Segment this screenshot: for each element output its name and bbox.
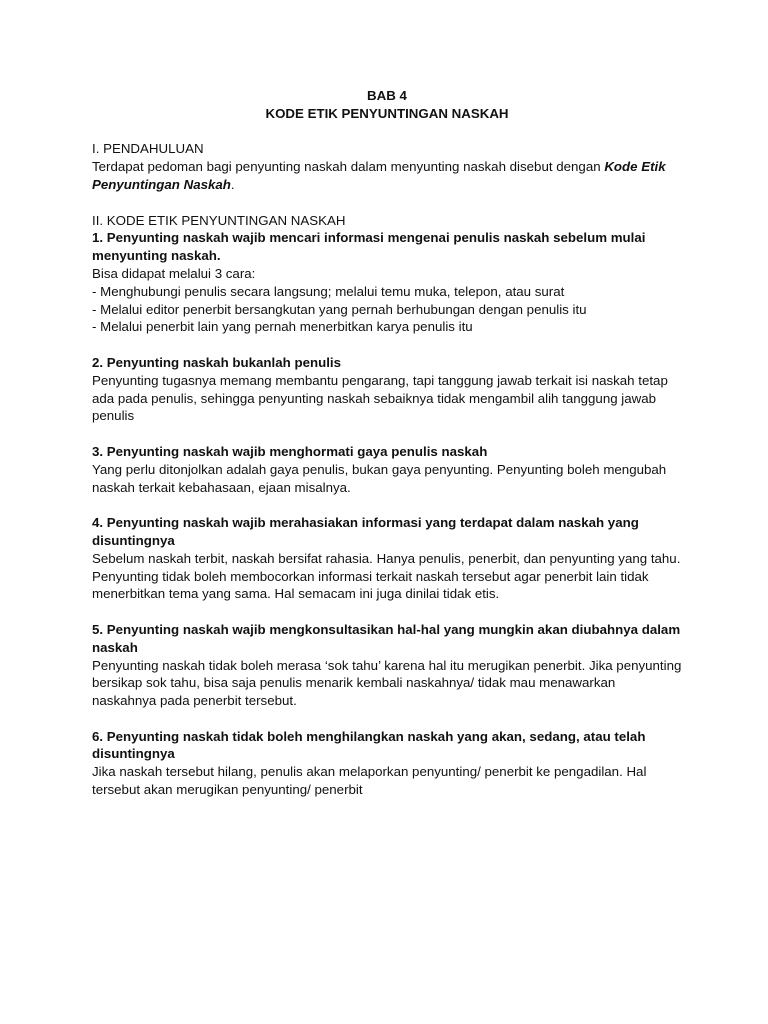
introduction-paragraph: Terdapat pedoman bagi penyunting naskah dalam menyunting naskah disebut dengan Kode Etik Penyuntingan Naskah. [92,159,666,192]
section-heading-code: II. KODE ETIK PENYUNTINGAN NASKAH [92,212,346,228]
item-line: Yang perlu ditonjolkan adalah gaya penulis, bukan gaya penyunting. Penyunting boleh mengubah naskah terkait kebahasaan, ejaan misalnya. [92,461,667,495]
emphasis-term: Kode Etik Penyuntingan Naskah [92,159,666,192]
item-title: 5. Penyunting naskah wajib mengkonsultasikan hal-hal yang mungkin akan diubahnya dalam naskah [92,621,681,655]
item-line: Penyunting naskah tidak boleh merasa ‘sok tahu’ karena hal itu merugikan penerbit. Jika penyunting bersikap sok tahu, bisa saja penulis menarik kembali naskahnya/ tidak mau menawarkan naskahnya pada penerbit tersebut. [92,657,682,709]
section-heading-introduction: I. PENDAHULUAN [92,141,204,157]
item-title: 3. Penyunting naskah wajib menghormati gaya penulis naskah [92,443,488,459]
item-title: 2. Penyunting naskah bukanlah penulis [92,354,341,370]
document-body [92,87,682,799]
item-line: Bisa didapat melalui 3 cara: [92,265,256,281]
item-line: Sebelum naskah terbit, naskah bersifat rahasia. Hanya penulis, penerbit, dan penyunting yang tahu. Penyunting tidak boleh membocorkan informasi terkait naskah tersebut agar penerbit lain tidak menerbitkan tema yang sama. Hal semacam ini juga dinilai tidak etis. [92,550,681,602]
item-line: - Melalui penerbit lain yang pernah menerbitkan karya penulis itu [92,319,473,335]
item-line: Penyunting tugasnya memang membantu pengarang, tapi tanggung jawab terkait isi naskah tetap ada pada penulis, sehingga penyunting naskah sebaiknya tidak mengambil alih tanggung jawab penulis [92,372,668,424]
item-title: 6. Penyunting naskah tidak boleh menghilangkan naskah yang akan, sedang, atau telah disuntingnya [92,728,646,762]
chapter-label: BAB 4 [367,88,407,103]
item-title: 4. Penyunting naskah wajib merahasiakan informasi yang terdapat dalam naskah yang disuntingnya [92,515,639,548]
item-title: 1. Penyunting naskah wajib mencari informasi mengenai penulis naskah sebelum mulai menyunting naskah. [92,230,646,264]
item-line: - Melalui editor penerbit bersangkutan yang pernah berhubungan dengan penulis itu [92,301,587,317]
document-title: KODE ETIK PENYUNTINGAN NASKAH [265,105,509,121]
item-line: Jika naskah tersebut hilang, penulis akan melaporkan penyunting/ penerbit ke pengadilan. Hal tersebut akan merugikan penyunting/ penerbit [92,764,647,798]
item-line: - Menghubungi penulis secara langsung; melalui temu muka, telepon, atau surat [92,283,565,299]
